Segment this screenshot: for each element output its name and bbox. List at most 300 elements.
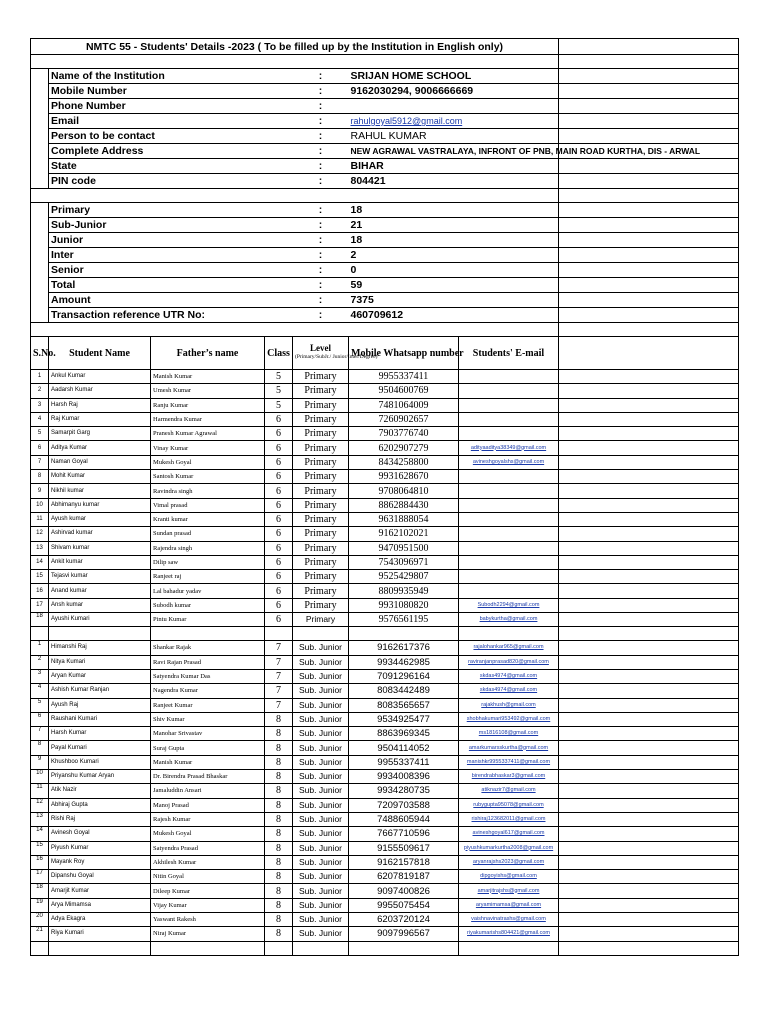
table-row	[31, 912, 739, 926]
table-row	[31, 613, 739, 627]
cell-class: 6	[265, 427, 293, 441]
table-row	[31, 484, 739, 498]
field-value: BIHAR	[349, 159, 559, 174]
field-label: Junior	[49, 233, 293, 248]
cell-email	[459, 370, 559, 384]
cell-sno: 20	[31, 912, 49, 926]
cell-level: Primary	[293, 427, 349, 441]
cell-sno: 2	[31, 655, 49, 669]
cell-father-name: Satyendra Prasad	[151, 841, 265, 855]
cell-mobile: 9162617376	[349, 641, 459, 655]
cell-mobile: 9934008396	[349, 770, 459, 784]
cell-email[interactable]: amarjitrajshs@gmail.com	[459, 884, 559, 898]
cell-father-name: Manohar Srivastav	[151, 727, 265, 741]
institution-info-row	[31, 174, 739, 189]
cell-level: Sub. Junior	[293, 827, 349, 841]
cell-sno: 10	[31, 498, 49, 512]
cell-level: Sub. Junior	[293, 741, 349, 755]
cell-student-name: Adya Ekagra	[49, 912, 151, 926]
cell-student-name: Amarjit Kumar	[49, 884, 151, 898]
field-label: Inter	[49, 248, 293, 263]
institution-info-row	[31, 159, 739, 174]
cell-father-name: Manish Kumar	[151, 370, 265, 384]
field-label: Complete Address	[49, 144, 293, 159]
cell-student-name: Raushani Kumari	[49, 712, 151, 726]
cell-mobile: 7260902657	[349, 412, 459, 426]
cell-email[interactable]: skdas4974@gmail.com	[459, 669, 559, 683]
cell-level: Sub. Junior	[293, 641, 349, 655]
table-row	[31, 655, 739, 669]
institution-info-row	[31, 129, 739, 144]
field-value: 18	[349, 203, 559, 218]
institution-info-row	[31, 69, 739, 84]
cell-level: Primary	[293, 370, 349, 384]
cell-class: 8	[265, 870, 293, 884]
cell-level: Sub. Junior	[293, 812, 349, 826]
table-row	[31, 641, 739, 655]
cell-mobile: 9504114052	[349, 741, 459, 755]
cell-class: 5	[265, 370, 293, 384]
cell-mobile: 9155509617	[349, 841, 459, 855]
cell-father-name: Vimal prasad	[151, 498, 265, 512]
cell-email[interactable]: amarkumarsskurtha@gmail.com	[459, 741, 559, 755]
field-label: Sub-Junior	[49, 218, 293, 233]
cell-father-name: Pintu Kumar	[151, 613, 265, 627]
cell-level: Sub. Junior	[293, 898, 349, 912]
table-row	[31, 712, 739, 726]
cell-student-name: Ayush kumar	[49, 512, 151, 526]
header-mobile: Mobile Whatsapp number	[349, 337, 459, 370]
cell-father-name: Nagendra Kumar	[151, 684, 265, 698]
cell-level: Primary	[293, 570, 349, 584]
colon-separator: :	[293, 293, 349, 308]
cell-email[interactable]: aryamimamsa@gmail.com	[459, 898, 559, 912]
cell-class: 6	[265, 441, 293, 455]
table-row	[31, 669, 739, 683]
header-level-sub: (Primary/SubJr./ Junior/Inter/Degree)	[295, 354, 378, 360]
cell-mobile: 9162102021	[349, 527, 459, 541]
cell-level: Sub. Junior	[293, 684, 349, 698]
cell-student-name: Himanshi Raj	[49, 641, 151, 655]
cell-mobile: 7488605944	[349, 812, 459, 826]
cell-class: 6	[265, 613, 293, 627]
field-value: 59	[349, 278, 559, 293]
institution-info-row	[31, 114, 739, 129]
cell-father-name: Jamaluddin Ansari	[151, 784, 265, 798]
cell-email[interactable]: raviranjanprasad820@gmail.com	[459, 655, 559, 669]
cell-class: 8	[265, 912, 293, 926]
colon-separator: :	[293, 218, 349, 233]
institution-info-row	[31, 84, 739, 99]
cell-email[interactable]: aryanrajshs2023@gmail.com	[459, 855, 559, 869]
cell-father-name: Shiv Kumar	[151, 712, 265, 726]
cell-mobile: 8083442489	[349, 684, 459, 698]
cell-class: 6	[265, 484, 293, 498]
field-label: Senior	[49, 263, 293, 278]
table-row	[31, 755, 739, 769]
cell-sno: 5	[31, 698, 49, 712]
cell-father-name: Lal bahadur yadav	[151, 584, 265, 598]
cell-student-name: Harsh Kumar	[49, 727, 151, 741]
cell-email[interactable]: vaishnavinatrashs@gmail.com	[459, 912, 559, 926]
cell-sno: 19	[31, 898, 49, 912]
cell-email[interactable]: ms1816108@gmail.com	[459, 727, 559, 741]
cell-mobile: 7481064009	[349, 398, 459, 412]
cell-student-name: Harsh Raj	[49, 398, 151, 412]
students-details-sheet	[30, 38, 738, 956]
cell-class: 8	[265, 712, 293, 726]
cell-father-name: Shankar Rajak	[151, 641, 265, 655]
cell-father-name: Dilip saw	[151, 555, 265, 569]
cell-sno: 18	[31, 613, 49, 627]
cell-sno: 5	[31, 427, 49, 441]
cell-level: Primary	[293, 441, 349, 455]
cell-sno: 11	[31, 512, 49, 526]
field-value: 21	[349, 218, 559, 233]
table-row	[31, 455, 739, 469]
cell-email[interactable]: dipgoyishs@gmail.com	[459, 870, 559, 884]
cell-email[interactable]: piyushkumarkurtha2008@gmail.com	[459, 841, 559, 855]
cell-class: 8	[265, 884, 293, 898]
cell-student-name: Atik Nazir	[49, 784, 151, 798]
cell-student-name: Payal Kumari	[49, 741, 151, 755]
cell-student-name: Ashish Kumar Ranjan	[49, 684, 151, 698]
cell-mobile: 6202907279	[349, 441, 459, 455]
cell-sno: 6	[31, 712, 49, 726]
cell-class: 8	[265, 855, 293, 869]
cell-father-name: Mukesh Goyal	[151, 455, 265, 469]
field-label: Name of the Institution	[49, 69, 293, 84]
table-row	[31, 555, 739, 569]
cell-email	[459, 512, 559, 526]
header-sno: S.No.	[31, 337, 49, 370]
cell-level: Sub. Junior	[293, 727, 349, 741]
table-row	[31, 684, 739, 698]
cell-student-name: Rishi Raj	[49, 812, 151, 826]
cell-father-name: Nitin Goyal	[151, 870, 265, 884]
table-row	[31, 384, 739, 398]
count-summary-row	[31, 233, 739, 248]
cell-mobile: 9934462985	[349, 655, 459, 669]
cell-student-name: Arya Mimamsa	[49, 898, 151, 912]
cell-student-name: Aditya Kumar	[49, 441, 151, 455]
cell-sno: 18	[31, 884, 49, 898]
cell-class: 8	[265, 827, 293, 841]
cell-email[interactable]: birendrabhaskar3@gmail.com	[459, 770, 559, 784]
cell-father-name: Manoj Prasad	[151, 798, 265, 812]
cell-email	[459, 412, 559, 426]
cell-email[interactable]: avineshgoyalshs@gmail.com	[459, 455, 559, 469]
cell-mobile: 9097996567	[349, 927, 459, 941]
cell-student-name: Anand kumar	[49, 584, 151, 598]
cell-level: Primary	[293, 412, 349, 426]
cell-level: Sub. Junior	[293, 927, 349, 941]
count-summary-row	[31, 218, 739, 233]
table-row	[31, 898, 739, 912]
cell-mobile: 7091296164	[349, 669, 459, 683]
field-label: State	[49, 159, 293, 174]
cell-class: 7	[265, 641, 293, 655]
cell-sno: 1	[31, 370, 49, 384]
cell-student-name: Ankul Kumar	[49, 370, 151, 384]
table-row	[31, 570, 739, 584]
cell-sno: 6	[31, 441, 49, 455]
cell-mobile: 8434258800	[349, 455, 459, 469]
cell-level: Sub. Junior	[293, 655, 349, 669]
cell-student-name: Aryan Kumar	[49, 669, 151, 683]
colon-separator: :	[293, 308, 349, 323]
cell-father-name: Niraj Kumar	[151, 927, 265, 941]
cell-level: Primary	[293, 384, 349, 398]
count-summary-row	[31, 308, 739, 323]
colon-separator: :	[293, 203, 349, 218]
cell-class: 6	[265, 570, 293, 584]
cell-class: 8	[265, 798, 293, 812]
cell-student-name: Ankit kumar	[49, 555, 151, 569]
cell-email	[459, 527, 559, 541]
cell-student-name: Mohit Kumar	[49, 470, 151, 484]
cell-father-name: Vijay Kumar	[151, 898, 265, 912]
title-row	[31, 39, 739, 55]
field-label: Transaction reference UTR No:	[49, 308, 293, 323]
cell-email	[459, 570, 559, 584]
cell-student-name: Ayush Raj	[49, 698, 151, 712]
cell-email[interactable]: rishiraj123682011@gmail.com	[459, 812, 559, 826]
cell-class: 6	[265, 498, 293, 512]
field-value: RAHUL KUMAR	[349, 129, 559, 144]
cell-mobile: 9708064810	[349, 484, 459, 498]
cell-mobile: 8083565657	[349, 698, 459, 712]
cell-sno: 7	[31, 727, 49, 741]
cell-student-name: Naman Goyal	[49, 455, 151, 469]
table-row	[31, 827, 739, 841]
cell-class: 5	[265, 384, 293, 398]
cell-email[interactable]: rubygupta95078@gmail.com	[459, 798, 559, 812]
cell-level: Primary	[293, 512, 349, 526]
table-row	[31, 470, 739, 484]
cell-email[interactable]: rajakhush@gmail.com	[459, 698, 559, 712]
cell-class: 8	[265, 755, 293, 769]
count-summary-row	[31, 203, 739, 218]
table-row	[31, 727, 739, 741]
table-row	[31, 498, 739, 512]
cell-mobile: 9955075454	[349, 898, 459, 912]
cell-sno: 1	[31, 641, 49, 655]
cell-student-name: Abhimanyu kumar	[49, 498, 151, 512]
cell-email[interactable]: babykurtha@gmail.com	[459, 613, 559, 627]
cell-email	[459, 555, 559, 569]
cell-student-name: Aadarsh Kumar	[49, 384, 151, 398]
field-value: 9162030294, 9006666669	[349, 84, 559, 99]
cell-email[interactable]: shobhakumari953492@gmail.com	[459, 712, 559, 726]
cell-father-name: Mukesh Goyal	[151, 827, 265, 841]
cell-email	[459, 384, 559, 398]
cell-class: 7	[265, 698, 293, 712]
table-row	[31, 370, 739, 384]
cell-class: 8	[265, 784, 293, 798]
cell-father-name: Yaswant Rakesh	[151, 912, 265, 926]
cell-mobile: 7903776740	[349, 427, 459, 441]
cell-class: 8	[265, 812, 293, 826]
cell-mobile: 9955337411	[349, 755, 459, 769]
table-row	[31, 698, 739, 712]
cell-level: Sub. Junior	[293, 784, 349, 798]
field-label: PIN code	[49, 174, 293, 189]
cell-sno: 13	[31, 541, 49, 555]
cell-email[interactable]: Subodh2294@gmail.com	[459, 598, 559, 612]
cell-sno: 14	[31, 827, 49, 841]
cell-level: Sub. Junior	[293, 669, 349, 683]
colon-separator: :	[293, 159, 349, 174]
cell-student-name: Ansh kumar	[49, 598, 151, 612]
table-row	[31, 812, 739, 826]
colon-separator: :	[293, 129, 349, 144]
table-row	[31, 598, 739, 612]
cell-sno: 3	[31, 398, 49, 412]
cell-mobile: 8863969345	[349, 727, 459, 741]
cell-sno: 15	[31, 841, 49, 855]
cell-father-name: Ravi Rajan Prasad	[151, 655, 265, 669]
cell-level: Primary	[293, 613, 349, 627]
cell-sno: 3	[31, 669, 49, 683]
colon-separator: :	[293, 144, 349, 159]
cell-father-name: Dileep Kumar	[151, 884, 265, 898]
cell-level: Sub. Junior	[293, 798, 349, 812]
cell-sno: 4	[31, 684, 49, 698]
cell-sno: 15	[31, 570, 49, 584]
cell-email[interactable]: manishkr9955337411@gmail.com	[459, 755, 559, 769]
cell-email[interactable]: riyakumarishs804421@gmail.com	[459, 927, 559, 941]
field-label: Amount	[49, 293, 293, 308]
cell-level: Primary	[293, 398, 349, 412]
cell-class: 6	[265, 584, 293, 598]
table-row	[31, 855, 739, 869]
cell-student-name: Nitya Kumari	[49, 655, 151, 669]
cell-mobile: 9631888054	[349, 512, 459, 526]
cell-email[interactable]: adityaaditya38349@gmail.com	[459, 441, 559, 455]
table-row	[31, 927, 739, 941]
colon-separator: :	[293, 248, 349, 263]
cell-father-name: Suraj Gupta	[151, 741, 265, 755]
cell-level: Primary	[293, 555, 349, 569]
cell-email	[459, 484, 559, 498]
cell-mobile: 9931628670	[349, 470, 459, 484]
cell-email	[459, 470, 559, 484]
cell-sno: 2	[31, 384, 49, 398]
field-value: 7375	[349, 293, 559, 308]
cell-level: Sub. Junior	[293, 884, 349, 898]
cell-mobile: 8862884430	[349, 498, 459, 512]
table-row	[31, 427, 739, 441]
cell-email	[459, 584, 559, 598]
cell-mobile: 7209703588	[349, 798, 459, 812]
cell-email	[459, 541, 559, 555]
table-row	[31, 870, 739, 884]
table-row	[31, 784, 739, 798]
cell-father-name: Rajendra singh	[151, 541, 265, 555]
cell-email[interactable]: atiknazir7@gmail.com	[459, 784, 559, 798]
cell-class: 7	[265, 669, 293, 683]
cell-sno: 8	[31, 470, 49, 484]
cell-class: 8	[265, 727, 293, 741]
colon-separator: :	[293, 233, 349, 248]
header-email: Students' E-mail	[459, 337, 559, 370]
cell-mobile: 9504600769	[349, 384, 459, 398]
cell-email[interactable]: rajalohankar965@gmail.com	[459, 641, 559, 655]
cell-sno: 17	[31, 870, 49, 884]
cell-class: 8	[265, 841, 293, 855]
cell-class: 5	[265, 398, 293, 412]
cell-student-name: Tejasvi kumar	[49, 570, 151, 584]
cell-class: 6	[265, 455, 293, 469]
field-value[interactable]: rahulgoyal5912@gmail.com	[349, 114, 559, 129]
cell-student-name: Ashirvad kumar	[49, 527, 151, 541]
cell-email	[459, 427, 559, 441]
table-row	[31, 541, 739, 555]
cell-class: 6	[265, 541, 293, 555]
field-value: 460709612	[349, 308, 559, 323]
cell-sno: 17	[31, 598, 49, 612]
cell-mobile: 6207819187	[349, 870, 459, 884]
cell-father-name: Vinay Kumar	[151, 441, 265, 455]
cell-mobile: 9534925477	[349, 712, 459, 726]
cell-mobile: 8809935949	[349, 584, 459, 598]
field-value: 2	[349, 248, 559, 263]
colon-separator: :	[293, 174, 349, 189]
cell-father-name: Subodh kumar	[151, 598, 265, 612]
table-row	[31, 741, 739, 755]
cell-email[interactable]: avineshgoyal617@gmail.com	[459, 827, 559, 841]
institution-info-row	[31, 99, 739, 114]
cell-level: Primary	[293, 498, 349, 512]
cell-sno: 10	[31, 770, 49, 784]
field-label: Email	[49, 114, 293, 129]
cell-mobile: 7667710596	[349, 827, 459, 841]
students-details-table	[30, 38, 739, 956]
cell-class: 6	[265, 512, 293, 526]
cell-sno: 7	[31, 455, 49, 469]
cell-mobile: 9931080820	[349, 598, 459, 612]
table-header-row	[31, 337, 739, 370]
cell-sno: 12	[31, 527, 49, 541]
header-level	[293, 337, 378, 370]
cell-student-name: Mayank Roy	[49, 855, 151, 869]
institution-info-row	[31, 144, 739, 159]
cell-mobile: 9470951500	[349, 541, 459, 555]
colon-separator: :	[293, 69, 349, 84]
cell-level: Sub. Junior	[293, 712, 349, 726]
cell-sno: 16	[31, 855, 49, 869]
cell-level: Primary	[293, 584, 349, 598]
cell-class: 8	[265, 898, 293, 912]
cell-father-name: Pranesh Kumar Agrawal	[151, 427, 265, 441]
table-row	[31, 412, 739, 426]
cell-sno: 9	[31, 484, 49, 498]
cell-mobile: 9576561195	[349, 613, 459, 627]
cell-class: 6	[265, 412, 293, 426]
cell-father-name: Harmendra Kumar	[151, 412, 265, 426]
cell-class: 7	[265, 684, 293, 698]
cell-student-name: Khushboo Kumari	[49, 755, 151, 769]
colon-separator: :	[293, 263, 349, 278]
cell-sno: 13	[31, 812, 49, 826]
cell-email[interactable]: skdas4974@gmail.com	[459, 684, 559, 698]
table-row	[31, 770, 739, 784]
colon-separator: :	[293, 99, 349, 114]
cell-father-name: Kranti kumar	[151, 512, 265, 526]
cell-student-name: Abhiraj Gupta	[49, 798, 151, 812]
table-row	[31, 512, 739, 526]
